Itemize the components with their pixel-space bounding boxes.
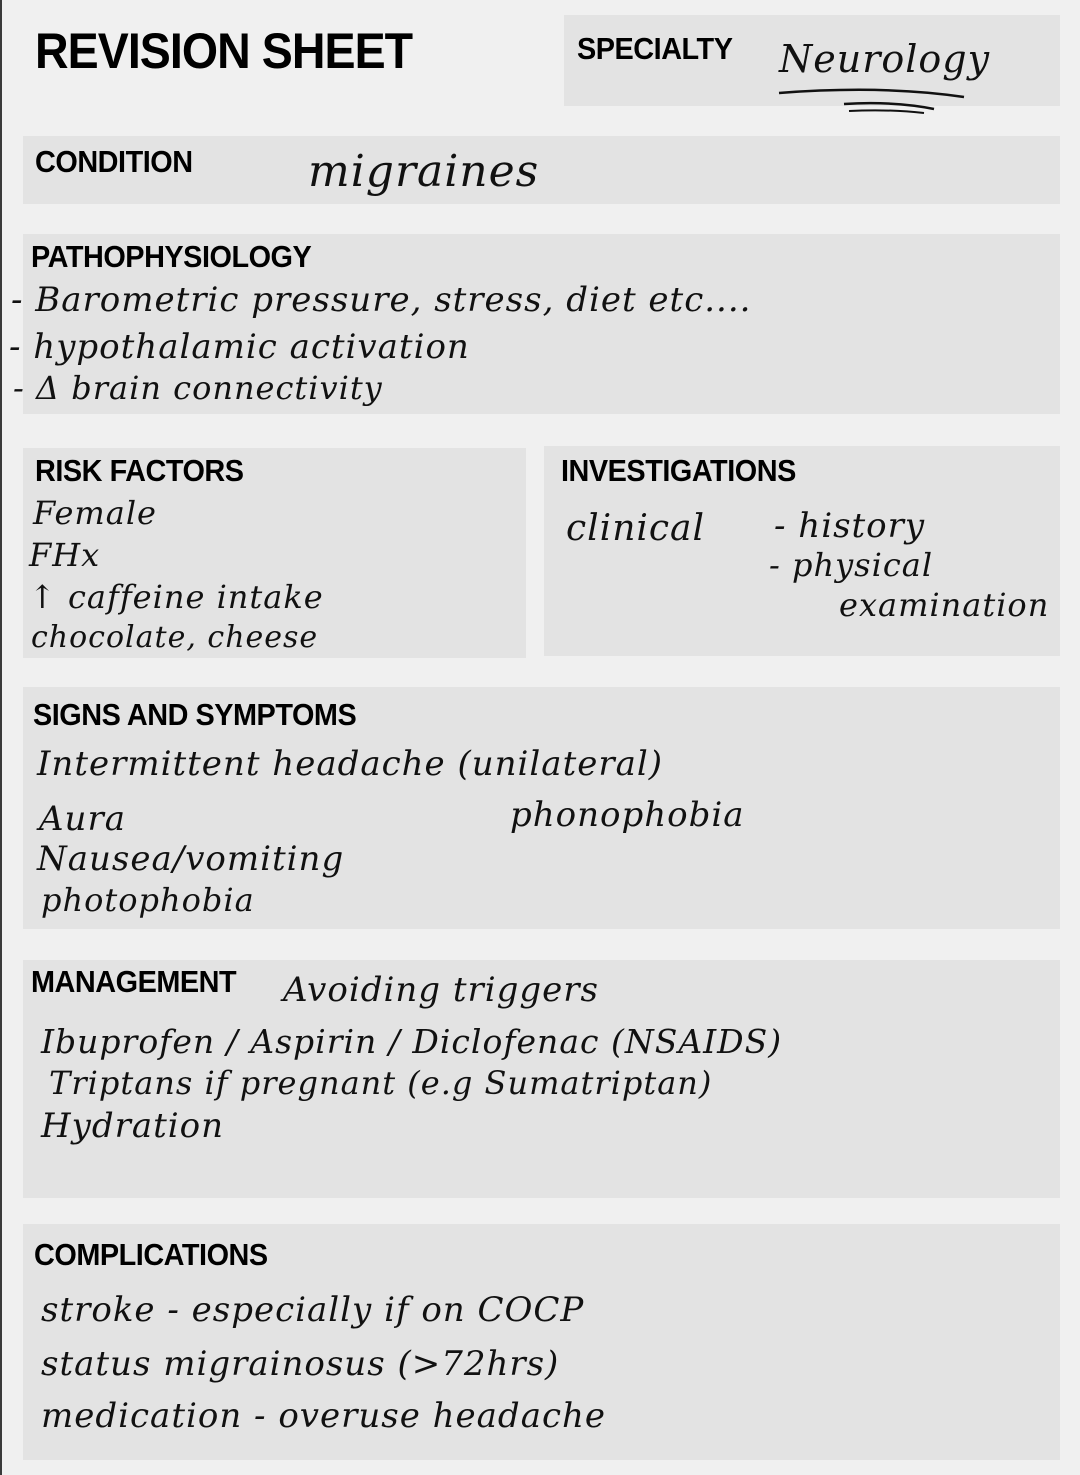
complications-label: COMPLICATIONS (34, 1237, 268, 1272)
investigations-item-3: examination (839, 586, 1050, 624)
condition-label: CONDITION (35, 144, 193, 179)
complication-2: status migrainosus (>72hrs) (41, 1344, 560, 1384)
risk-factors-box (23, 448, 526, 658)
investigations-item-1: - history (774, 506, 926, 546)
complication-1: stroke - especially if on COCP (41, 1290, 585, 1330)
pathophysiology-line-3: - Δ brain connectivity (13, 369, 383, 407)
signs-symptoms-box (23, 687, 1060, 929)
symptom-extra: phonophobia (510, 795, 745, 835)
management-first: Avoiding triggers (283, 970, 599, 1010)
risk-factor-4: chocolate, cheese (31, 620, 319, 655)
investigations-box (544, 446, 1060, 656)
management-line-1: Ibuprofen / Aspirin / Diclofenac (NSAIDS) (41, 1022, 783, 1061)
risk-factor-2: FHx (29, 536, 101, 574)
risk-factor-3: ↑ caffeine intake (29, 578, 324, 616)
pathophysiology-line-2: - hypothalamic activation (9, 327, 470, 367)
management-line-3: Hydration (41, 1106, 225, 1146)
page-title: REVISION SHEET (35, 23, 413, 79)
pathophysiology-line-1: - Barometric pressure, stress, diet etc.... (11, 280, 752, 320)
pathophysiology-label: PATHOPHYSIOLOGY (31, 239, 312, 274)
management-label: MANAGEMENT (31, 964, 237, 999)
management-line-2: Triptans if pregnant (e.g Sumatriptan) (49, 1064, 713, 1102)
investigations-label: INVESTIGATIONS (561, 453, 796, 488)
specialty-underline (774, 87, 1014, 117)
specialty-value: Neurology (779, 37, 991, 81)
condition-value: migraines (308, 146, 540, 197)
investigations-clinical: clinical (566, 508, 706, 549)
management-box (23, 960, 1060, 1198)
signs-symptoms-label: SIGNS AND SYMPTOMS (33, 697, 357, 732)
risk-factors-label: RISK FACTORS (35, 453, 244, 488)
symptom-3: Nausea/vomiting (37, 839, 345, 879)
symptom-1: Intermittent headache (unilateral) (37, 744, 664, 784)
symptom-2: Aura (39, 799, 126, 839)
risk-factor-1: Female (33, 494, 157, 532)
page-left-border (0, 0, 2, 1475)
specialty-box (564, 15, 1060, 106)
complications-box (23, 1224, 1060, 1460)
condition-box (23, 136, 1060, 204)
pathophysiology-box (9, 234, 1060, 414)
symptom-4: photophobia (41, 881, 255, 919)
investigations-item-2: - physical (769, 546, 934, 584)
complication-3: medication - overuse headache (41, 1396, 607, 1436)
specialty-label: SPECIALTY (577, 31, 733, 66)
